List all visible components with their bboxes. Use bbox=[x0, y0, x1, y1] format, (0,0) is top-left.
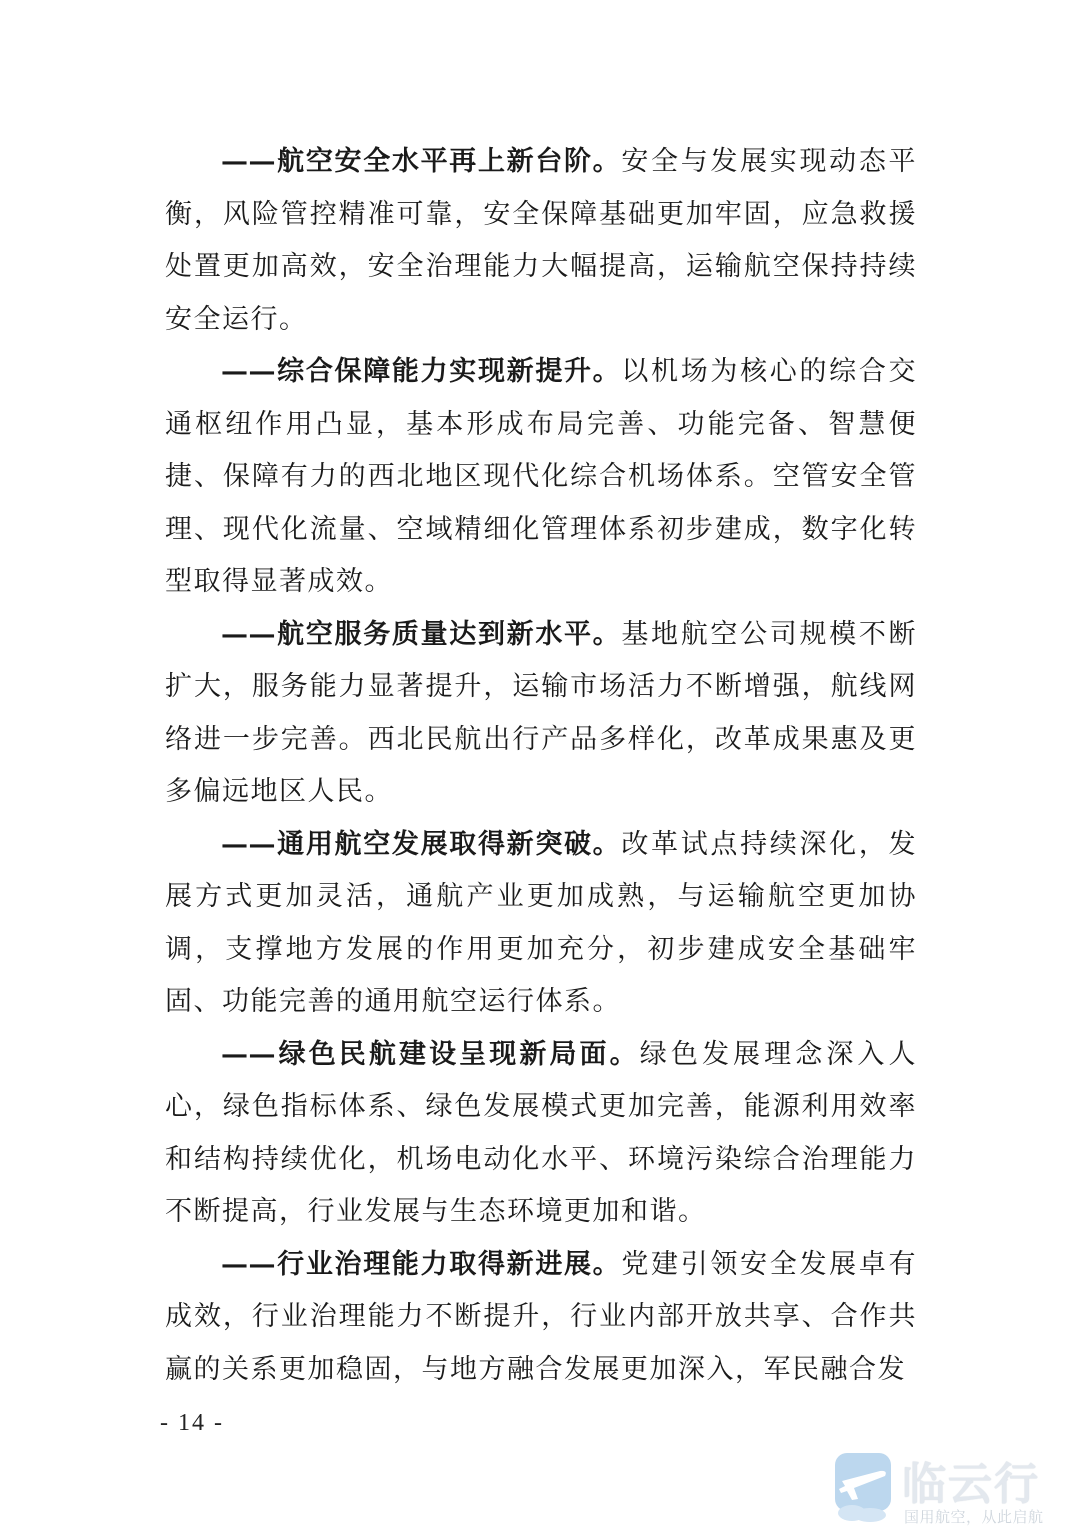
paragraph-general-aviation bbox=[165, 819, 917, 1029]
paragraph-heading: ——绿色民航建设呈现新局面。 bbox=[221, 1038, 640, 1070]
watermark-slogan: 国用航空，从此启航 bbox=[904, 1508, 1044, 1526]
paragraph-text: 安全与发展实现动态平衡，风险管控精准可靠，安全保障基础更加牢固，应急救援处置更加高效，安全治理能力大幅提高，运输航空保持持续安全运行。 bbox=[165, 146, 918, 335]
paragraph-heading: ——通用航空发展取得新突破。 bbox=[221, 828, 622, 860]
page-number: - 14 - bbox=[160, 1410, 224, 1436]
paragraph-support-capacity bbox=[165, 346, 917, 609]
paragraph-text: 改革试点持续深化，发展方式更加灵活，通航产业更加成熟，与运输航空更加协调，支撑地方发展的作用更加充分，初步建成安全基础牢固、功能完善的通用航空运行体系。 bbox=[165, 828, 918, 1017]
paragraph-heading: ——航空服务质量达到新水平。 bbox=[221, 618, 622, 650]
paragraph-heading: ——航空安全水平再上新台阶。 bbox=[221, 146, 622, 177]
paragraph-green-aviation bbox=[165, 1029, 917, 1239]
watermark bbox=[832, 1448, 1052, 1528]
paragraph-text: 绿色发展理念深入人心，绿色指标体系、绿色发展模式更加完善，能源利用效率和结构持续优化，机场电动化水平、环境污染综合治理能力不断提高，行业发展与生态环境更加和谐。 bbox=[165, 1038, 918, 1227]
paragraph-text: 基地航空公司规模不断扩大，服务能力显著提升，运输市场活力不断增强，航线网络进一步完善。西北民航出行产品多样化，改革成果惠及更多偏远地区人民。 bbox=[165, 618, 918, 807]
paragraph-text: 党建引领安全发展卓有成效，行业治理能力不断提升，行业内部开放共享、合作共赢的关系更加稳固，与地方融合发展更加深入，军民融合发 bbox=[165, 1248, 918, 1385]
paragraph-governance bbox=[165, 1239, 917, 1397]
paragraph-heading: ——行业治理能力取得新进展。 bbox=[221, 1248, 622, 1280]
paragraph-text: 以机场为核心的综合交通枢纽作用凸显，基本形成布局完善、功能完备、智慧便捷、保障有力的西北地区现代化综合机场体系。空管安全管理、现代化流量、空域精细化管理体系初步建成，数字化转型取得显著成效。 bbox=[165, 356, 918, 597]
paragraph-service-quality bbox=[165, 609, 917, 819]
paragraph-safety bbox=[165, 136, 917, 346]
airplane-cloud-icon bbox=[834, 1451, 892, 1523]
paragraph-heading: ——综合保障能力实现新提升。 bbox=[221, 356, 622, 387]
watermark-name: 临云行 bbox=[902, 1459, 1040, 1510]
document-body bbox=[165, 136, 917, 1396]
